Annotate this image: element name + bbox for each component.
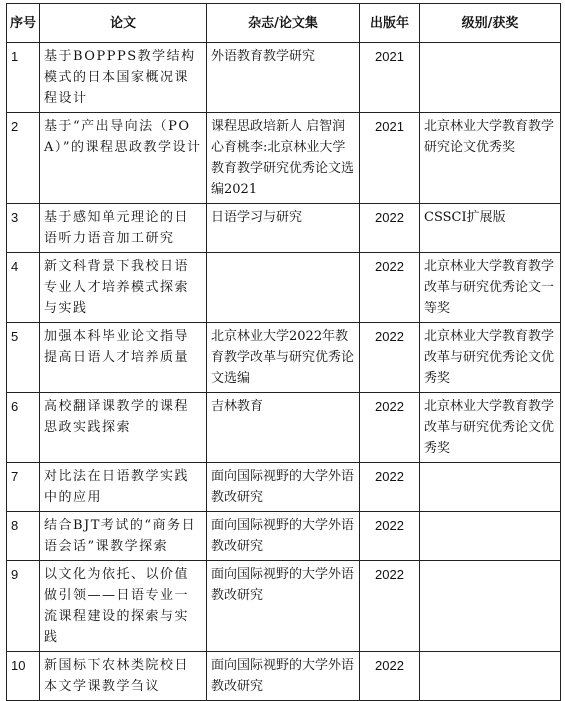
award-level: 北京林业大学教育教学改革与研究优秀论文一等奖 <box>420 253 561 323</box>
publication-year: 2022 <box>360 323 420 393</box>
publication-year: 2022 <box>360 512 420 561</box>
publication-year: 2021 <box>360 43 420 113</box>
award-level: 北京林业大学教育教学改革与研究优秀论文优秀奖 <box>420 393 561 463</box>
header-level: 级别/获奖 <box>420 4 561 43</box>
award-level: CSSCI扩展版 <box>420 204 561 253</box>
publication-year: 2022 <box>360 561 420 652</box>
journal-name: 外语教育教学研究 <box>207 43 360 113</box>
header-number: 序号 <box>7 4 40 43</box>
paper-title: 基于感知单元理论的日语听力语音加工研究 <box>40 204 207 253</box>
journal-name: 面向国际视野的大学外语教改研究 <box>207 463 360 512</box>
table-row <box>7 512 561 561</box>
row-number: 2 <box>7 113 40 204</box>
paper-title: 对比法在日语教学实践中的应用 <box>40 463 207 512</box>
paper-title: 新文科背景下我校日语专业人才培养模式探索与实践 <box>40 253 207 323</box>
journal-name: 吉林教育 <box>207 393 360 463</box>
table-row <box>7 253 561 323</box>
award-level: 北京林业大学教育教学研究论文优秀奖 <box>420 113 561 204</box>
journal-name: 北京林业大学2022年教育教学改革与研究优秀论文选编 <box>207 323 360 393</box>
paper-title: 加强本科毕业论文指导提高日语人才培养质量 <box>40 323 207 393</box>
table-row <box>7 561 561 652</box>
row-number: 7 <box>7 463 40 512</box>
publication-year: 2022 <box>360 253 420 323</box>
row-number: 10 <box>7 652 40 701</box>
table-row <box>7 652 561 701</box>
table-row <box>7 113 561 204</box>
journal-name: 日语学习与研究 <box>207 204 360 253</box>
publication-table <box>6 3 561 701</box>
row-number: 1 <box>7 43 40 113</box>
award-level <box>420 561 561 652</box>
table-row <box>7 393 561 463</box>
journal-name <box>207 253 360 323</box>
award-level: 北京林业大学教育教学改革与研究优秀论文优秀奖 <box>420 323 561 393</box>
publication-year: 2021 <box>360 113 420 204</box>
publication-year: 2022 <box>360 463 420 512</box>
row-number: 6 <box>7 393 40 463</box>
header-title: 论文 <box>40 4 207 43</box>
publication-year: 2022 <box>360 393 420 463</box>
paper-title: 基于“产出导向法（POA）”的课程思政教学设计 <box>40 113 207 204</box>
header-journal: 杂志/论文集 <box>207 4 360 43</box>
table-row <box>7 323 561 393</box>
table-row <box>7 204 561 253</box>
paper-title: 以文化为依托、以价值做引领——日语专业一流课程建设的探索与实践 <box>40 561 207 652</box>
row-number: 3 <box>7 204 40 253</box>
paper-title: 结合BJT考试的“商务日语会话”课教学探索 <box>40 512 207 561</box>
row-number: 4 <box>7 253 40 323</box>
journal-name: 面向国际视野的大学外语教改研究 <box>207 561 360 652</box>
paper-title: 基于BOPPPS教学结构模式的日本国家概况课程设计 <box>40 43 207 113</box>
journal-name: 课程思政培新人 启智润心育桃李:北京林业大学教育教学研究优秀论文选编2021 <box>207 113 360 204</box>
header-row <box>7 4 561 43</box>
journal-name: 面向国际视野的大学外语教改研究 <box>207 512 360 561</box>
row-number: 5 <box>7 323 40 393</box>
award-level <box>420 43 561 113</box>
paper-title: 高校翻译课教学的课程思政实践探索 <box>40 393 207 463</box>
award-level <box>420 463 561 512</box>
row-number: 9 <box>7 561 40 652</box>
table-row <box>7 43 561 113</box>
row-number: 8 <box>7 512 40 561</box>
paper-title: 新国标下农林类院校日本文学课教学刍议 <box>40 652 207 701</box>
award-level <box>420 512 561 561</box>
journal-name: 面向国际视野的大学外语教改研究 <box>207 652 360 701</box>
publication-year: 2022 <box>360 652 420 701</box>
table-row <box>7 463 561 512</box>
publication-year: 2022 <box>360 204 420 253</box>
award-level <box>420 652 561 701</box>
header-year: 出版年 <box>360 4 420 43</box>
